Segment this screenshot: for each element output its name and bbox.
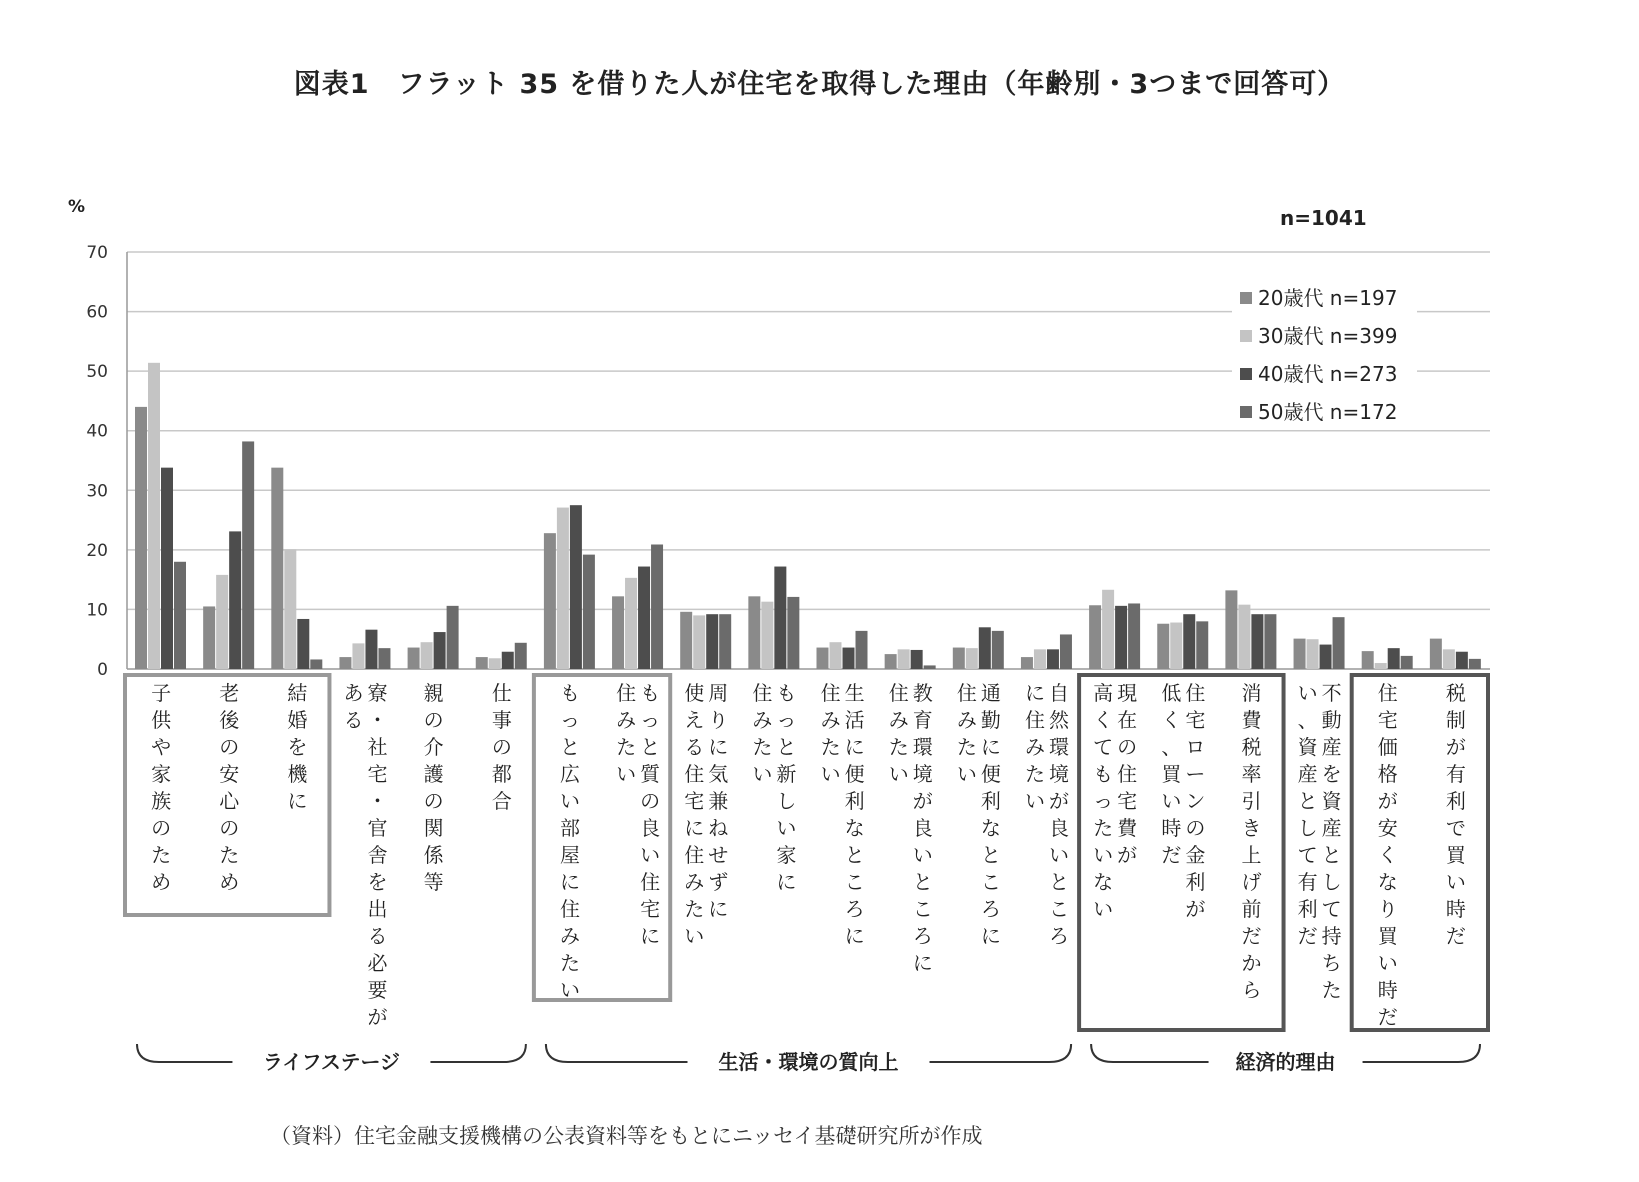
group-bracket	[137, 1044, 232, 1062]
bar	[242, 441, 254, 669]
bar	[1469, 659, 1481, 669]
bar	[421, 642, 433, 669]
category-label: 生活に便利なところに	[844, 681, 865, 948]
category-label: もっと広い部屋に住みたい	[559, 681, 580, 1002]
group-bracket	[430, 1044, 525, 1062]
legend-entry: 30歳代 n=399	[1258, 324, 1398, 348]
y-tick-label: 30	[86, 481, 108, 502]
category-label: 寮・社宅・官舎を出る必要が	[367, 681, 388, 1029]
bar	[489, 658, 501, 669]
bar	[408, 648, 420, 669]
bar	[693, 615, 705, 669]
bar	[1362, 651, 1374, 669]
bar	[1115, 606, 1127, 669]
legend-entry: 40歳代 n=273	[1258, 362, 1398, 386]
bar	[1388, 648, 1400, 669]
category-label: 高くてもったいない	[1093, 681, 1114, 921]
bar	[1128, 603, 1140, 669]
category-label: に住みたい	[1025, 681, 1046, 813]
bar	[570, 505, 582, 669]
legend-swatch	[1240, 406, 1252, 418]
category-label: い、資産として有利だ	[1297, 681, 1318, 948]
bar	[271, 468, 283, 669]
bar	[352, 643, 364, 669]
bar	[1034, 649, 1046, 669]
category-label: 教育環境が良いところに	[912, 681, 933, 975]
bar	[1294, 639, 1306, 669]
bar	[911, 650, 923, 669]
category-label: もっと質の良い住宅に	[640, 681, 661, 948]
category-label: 現在の住宅費が	[1117, 681, 1138, 867]
bar	[216, 575, 228, 669]
source-note: （資料）住宅金融支援機構の公表資料等をもとにニッセイ基礎研究所が作成	[270, 1124, 983, 1148]
bar	[924, 665, 936, 669]
bar	[148, 363, 160, 669]
category-label: 結婚を機に	[287, 681, 308, 813]
bar	[761, 602, 773, 669]
category-label: ある	[343, 681, 364, 732]
bar	[203, 606, 215, 669]
bar	[787, 597, 799, 669]
bar	[583, 555, 595, 669]
category-label: 使える住宅に住みたい	[684, 681, 705, 948]
category-label: 住みたい	[888, 681, 909, 786]
bar	[817, 648, 829, 669]
bar	[1102, 590, 1114, 669]
bar	[284, 549, 296, 669]
legend-swatch	[1240, 368, 1252, 380]
bar	[1170, 623, 1182, 669]
category-label: 自然環境が良いところ	[1049, 681, 1070, 948]
bar	[830, 642, 842, 669]
group-label: 生活・環境の質向上	[718, 1050, 899, 1074]
y-tick-label: 50	[86, 362, 108, 383]
bar	[1225, 590, 1237, 669]
category-label: 税制が有利で買い時だ	[1445, 681, 1466, 948]
y-tick-label: 60	[86, 302, 108, 323]
bar	[1183, 614, 1195, 669]
bar	[1375, 663, 1387, 669]
category-label: 通勤に便利なところに	[980, 681, 1001, 948]
bar	[843, 648, 855, 669]
bar	[1307, 639, 1319, 669]
bar	[748, 596, 760, 669]
bar	[365, 630, 377, 669]
bar	[434, 632, 446, 669]
category-label: 不動産を資産として持ちた	[1321, 681, 1342, 1002]
category-label: 住みたい	[616, 681, 637, 786]
sample-size-note: n=1041	[1280, 206, 1367, 230]
bar	[378, 648, 390, 669]
bar	[229, 531, 241, 669]
bar	[625, 578, 637, 669]
bar	[638, 567, 650, 669]
bar	[310, 659, 322, 669]
y-tick-label: 10	[86, 600, 108, 621]
category-label: 住宅ローンの金利が	[1185, 681, 1206, 921]
bar	[719, 614, 731, 669]
bar	[557, 508, 569, 669]
y-tick-label: 70	[86, 243, 108, 263]
legend-swatch	[1240, 292, 1252, 304]
category-label: 老後の安心のため	[219, 681, 240, 894]
bar	[502, 652, 514, 669]
bar	[515, 643, 527, 669]
bar	[612, 596, 624, 669]
bar	[1238, 605, 1250, 669]
legend-swatch	[1240, 330, 1252, 342]
bar	[1021, 657, 1033, 669]
y-axis-unit-label: %	[68, 197, 86, 217]
category-label: 住みたい	[752, 681, 773, 786]
bar	[476, 657, 488, 669]
bar	[1401, 656, 1413, 669]
chart-title: 図表1 フラット 35 を借りた人が住宅を取得した理由（年齢別・3つまで回答可）	[293, 69, 1346, 100]
bar	[774, 567, 786, 669]
group-bracket	[1091, 1044, 1208, 1062]
group-bracket	[546, 1044, 688, 1062]
bar	[1430, 639, 1442, 669]
group-label: ライフステージ	[262, 1050, 401, 1074]
category-label: 仕事の都合	[491, 681, 512, 813]
bar	[174, 562, 186, 669]
bar	[1047, 649, 1059, 669]
bar	[1264, 614, 1276, 669]
bar	[651, 544, 663, 669]
bar	[885, 654, 897, 669]
bar	[1443, 649, 1455, 669]
category-label: 周りに気兼ねせずに	[708, 681, 729, 921]
group-bracket	[930, 1044, 1072, 1062]
y-tick-label: 0	[97, 660, 108, 680]
highlight-box	[1352, 675, 1488, 1030]
bar	[161, 468, 173, 669]
y-tick-label: 40	[86, 421, 108, 442]
bar	[544, 533, 556, 669]
bar	[1333, 617, 1345, 669]
bar	[979, 627, 991, 669]
bar	[1157, 624, 1169, 669]
bar	[1251, 614, 1263, 669]
bar	[1196, 621, 1208, 669]
bar	[856, 631, 868, 669]
y-tick-label: 20	[86, 540, 108, 561]
category-label: 子供や家族のため	[151, 681, 172, 894]
category-label: 住みたい	[956, 681, 977, 786]
bar	[297, 619, 309, 669]
bar	[680, 612, 692, 669]
bar	[966, 648, 978, 669]
bar	[1089, 605, 1101, 669]
group-bracket	[1363, 1044, 1480, 1062]
category-label: 消費税率引き上げ前だから	[1241, 681, 1262, 1002]
category-label: 住みたい	[820, 681, 841, 786]
category-label: 親の介護の関係等	[423, 681, 444, 894]
category-label: 住宅価格が安くなり買い時だ	[1377, 681, 1398, 1029]
group-label: 経済的理由	[1235, 1050, 1336, 1074]
bar	[953, 648, 965, 669]
bar	[135, 407, 147, 669]
bar	[447, 606, 459, 669]
bar	[1060, 634, 1072, 669]
bar	[706, 614, 718, 669]
bar	[1456, 652, 1468, 669]
bar	[339, 657, 351, 669]
bar	[898, 649, 910, 669]
bar	[992, 631, 1004, 669]
category-label: もっと新しい家に	[776, 681, 797, 894]
legend-entry: 50歳代 n=172	[1258, 400, 1398, 424]
bar	[1320, 645, 1332, 669]
category-label: 低く、買い時だ	[1161, 681, 1182, 867]
legend-entry: 20歳代 n=197	[1258, 286, 1398, 310]
